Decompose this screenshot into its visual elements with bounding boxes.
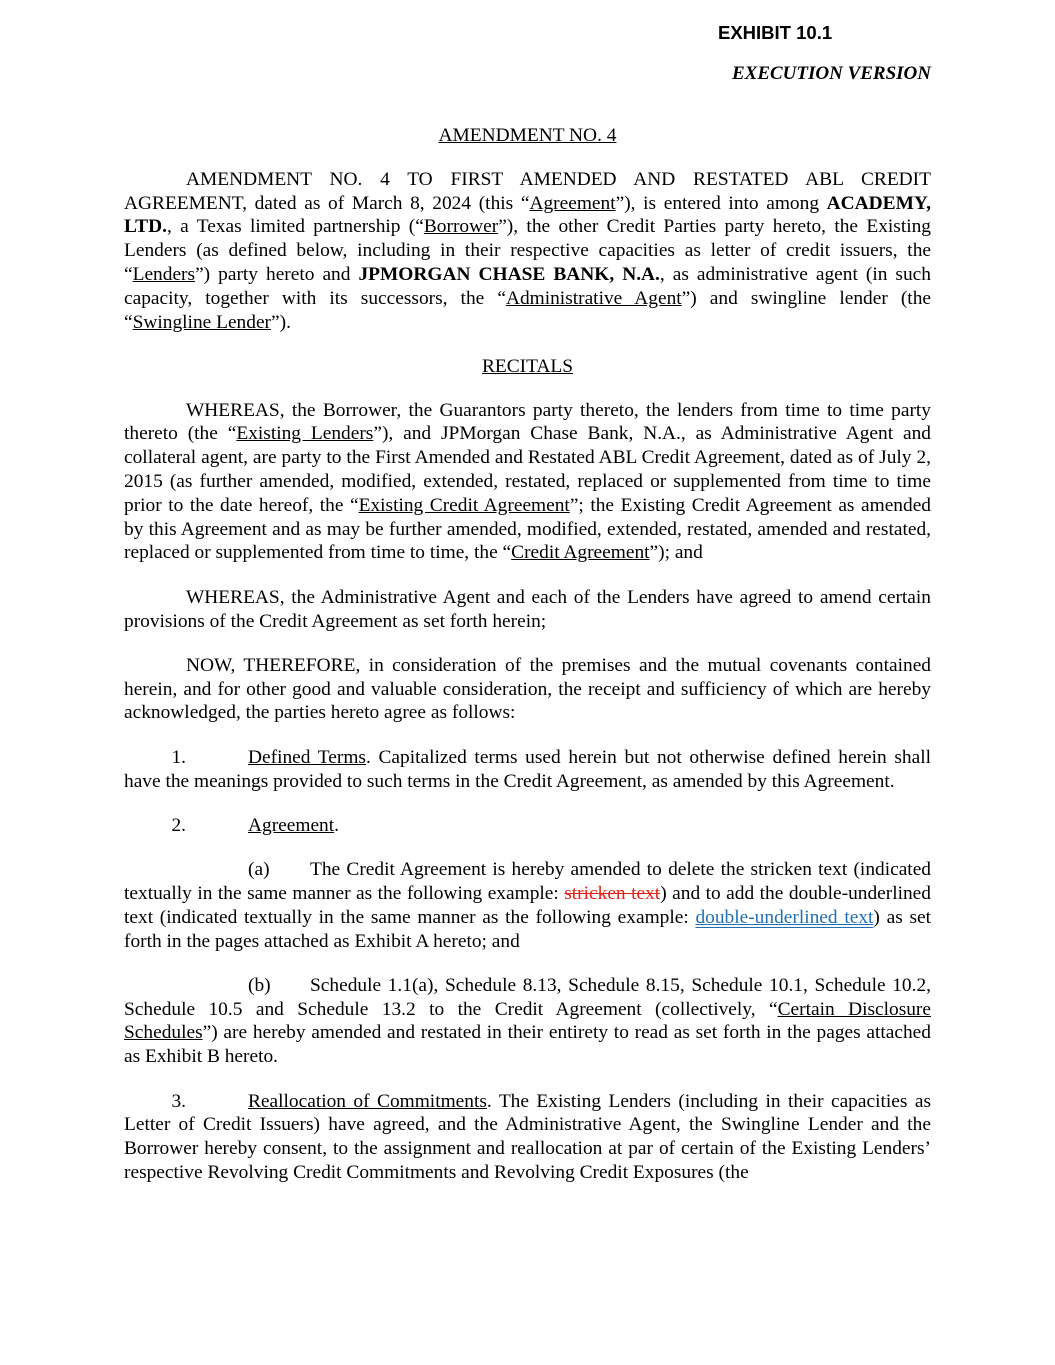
whereas-paragraph-1: WHEREAS, the Borrower, the Guarantors party thereto, the lenders from time to time party thereto (the “Existing Lenders”), and JPMorgan Chase Bank, N.A., as Administrative Agent and collateral agent, are party to the First Amended and Restated ABL Credit Agreement, dated as of July 2, 2015 (as further amended, modified, extended, restated, replaced or supplemented from time to time prior to the date hereof, the “Existing Credit Agreement”; the Existing Credit Agreement as amended by this Agreement and as may be further amended, modified, extended, restated, amended and restated, replaced or supplemented from time to time, the “Credit Agreement”); and	[124, 399, 931, 564]
now-therefore-paragraph: NOW, THEREFORE, in consideration of the premises and the mutual covenants contained herein, and for other good and valuable consideration, the receipt and sufficiency of which are hereby acknowledged, the parties hereto agree as follows:	[124, 654, 931, 724]
double-underlined-example: double-underlined text	[695, 906, 874, 928]
subsection-label: (a)	[248, 859, 270, 881]
party-name: JPMORGAN CHASE BANK, N.A.	[358, 263, 660, 285]
whereas-paragraph-2: WHEREAS, the Administrative Agent and each of the Lenders have agreed to amend certain provisions of the Credit Agreement as set forth herein;	[124, 586, 931, 632]
section-heading: Defined Terms	[248, 746, 366, 768]
defined-term: Administrative Agent	[505, 287, 682, 309]
subsection-label: (b)	[248, 974, 271, 996]
defined-term: Lenders	[132, 263, 196, 285]
exhibit-label: EXHIBIT 10.1	[718, 22, 833, 43]
section-2a: (a) The Credit Agreement is hereby amended to delete the stricken text (indicated textually in the same manner as the following example: stricken text) and to add the double-underlined text (indicated textually in the same manner as the following example: double-underlined text) as set forth in the pages attached as Exhibit A hereto; and	[124, 859, 931, 952]
section-number: 1.	[171, 746, 186, 768]
section-heading: Agreement	[248, 814, 335, 836]
intro-paragraph: AMENDMENT NO. 4 TO FIRST AMENDED AND RESTATED ABL CREDIT AGREEMENT, dated as of March 8, 2024 (this “Agreement”), is entered into among ACADEMY, LTD., a Texas limited partnership (“Borrower”), the other Credit Parties party hereto, the Existing Lenders (as defined below, including in their respective capacities as letter of credit issuers, the “Lenders”) party hereto and JPMORGAN CHASE BANK, N.A., as administrative agent (in such capacity, together with its successors, the “Administrative Agent”) and swingline lender (the “Swingline Lender”).	[124, 168, 931, 333]
section-2: 2. Agreement.	[124, 814, 931, 838]
title-text: AMENDMENT NO. 4	[438, 125, 617, 146]
document-title	[124, 124, 931, 148]
party-name: ACADEMY, LTD.	[124, 192, 931, 238]
defined-term: Swingline Lender	[132, 311, 272, 333]
section-number: 3.	[171, 1090, 186, 1112]
defined-term: Existing Lenders	[236, 423, 374, 445]
section-3: 3. Reallocation of Commitments. The Existing Lenders (including in their capacities as Letter of Credit Issuers) have agreed, and the Administrative Agent, the Swingline Lender and the Borrower hereby consent, to the assignment and reallocation at par of certain of the Existing Lenders’ respective Revolving Credit Commitments and Revolving Credit Exposures (the	[124, 1090, 931, 1183]
defined-term: Existing Credit Agreement	[358, 494, 570, 516]
document-body	[124, 124, 931, 1205]
section-heading: Reallocation of Commitments	[248, 1090, 487, 1112]
stricken-example: stricken text	[564, 882, 661, 904]
defined-term: Certain Disclosure Schedules	[124, 998, 931, 1044]
defined-term: Agreement	[529, 192, 616, 214]
defined-term: Borrower	[423, 216, 499, 238]
section-2b: (b) Schedule 1.1(a), Schedule 8.13, Schedule 8.15, Schedule 10.1, Schedule 10.2, Schedule 10.5 and Schedule 13.2 to the Credit Agreement (collectively, “Certain Disclosure Schedules”) are hereby amended and restated in their entirety to read as set forth in the pages attached as Exhibit B hereto.	[124, 974, 931, 1068]
defined-term: Credit Agreement	[511, 542, 650, 564]
execution-version-label: EXECUTION VERSION	[731, 63, 931, 84]
section-number: 2.	[171, 814, 186, 836]
recitals-heading: RECITALS	[481, 355, 574, 377]
section-1: 1. Defined Terms. Capitalized terms used herein but not otherwise defined herein shall have the meanings provided to such terms in the Credit Agreement, as amended by this Agreement.	[124, 746, 931, 792]
